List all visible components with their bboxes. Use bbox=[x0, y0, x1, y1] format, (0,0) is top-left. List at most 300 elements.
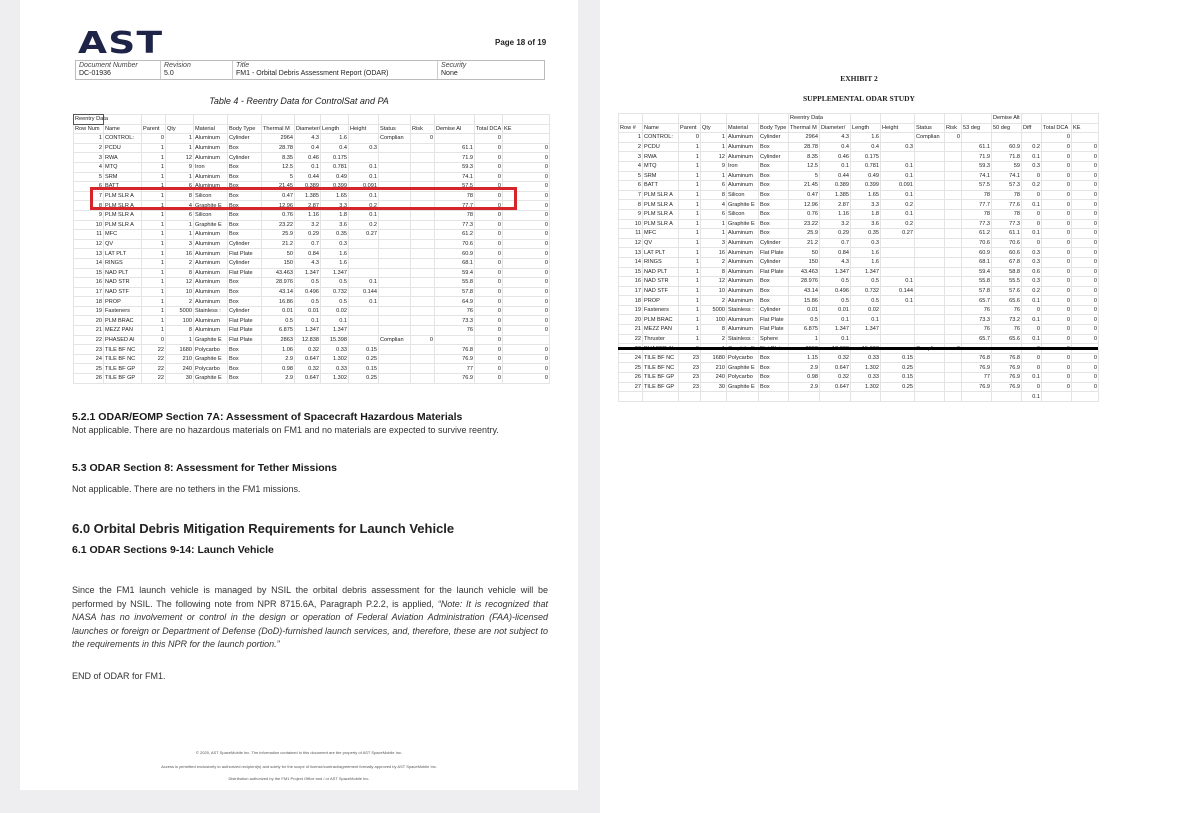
table-cell bbox=[349, 249, 379, 259]
column-header: Diameter/ bbox=[296, 125, 321, 132]
table-cell: Box bbox=[228, 210, 262, 220]
table-cell bbox=[1072, 392, 1099, 402]
table-cell: 0.35 bbox=[321, 230, 349, 240]
table-row bbox=[619, 277, 1099, 287]
column-header: Qty bbox=[166, 124, 194, 134]
table-cell: 0 bbox=[1072, 219, 1099, 229]
table-cell: 7 bbox=[619, 190, 643, 200]
table-cell: Box bbox=[759, 209, 789, 219]
table-cell: 1.6 bbox=[321, 134, 349, 144]
table-cell bbox=[349, 306, 379, 316]
table-cell: 0.781 bbox=[851, 161, 881, 171]
table-cell bbox=[349, 326, 379, 336]
table-cell: 100 bbox=[701, 315, 727, 325]
table-cell: Aluminum bbox=[194, 326, 228, 336]
table-cell: 1 bbox=[142, 297, 166, 307]
table-cell: Cylinder bbox=[228, 306, 262, 316]
highlight-box bbox=[90, 187, 517, 210]
table-cell: 0.5 bbox=[851, 277, 881, 287]
table-cell: 0.1 bbox=[881, 296, 915, 306]
table-cell: 0 bbox=[503, 210, 550, 220]
table-cell: 61.1 bbox=[435, 143, 475, 153]
table-cell: Box bbox=[759, 286, 789, 296]
table-cell bbox=[915, 219, 945, 229]
table-cell: 0.33 bbox=[321, 345, 349, 355]
table-cell: 1 bbox=[679, 161, 701, 171]
table-cell: Flat Plate bbox=[228, 249, 262, 259]
table-cell: PLM SLR A bbox=[643, 219, 679, 229]
table-cell: 0.5 bbox=[295, 297, 321, 307]
table-cell bbox=[945, 267, 962, 277]
table-cell: 78 bbox=[962, 209, 992, 219]
table-row bbox=[619, 267, 1099, 277]
security: None bbox=[441, 70, 458, 77]
table-cell bbox=[881, 267, 915, 277]
table-cell: 15 bbox=[74, 268, 104, 278]
table-cell: 1.65 bbox=[321, 191, 349, 201]
table-cell: 0.46 bbox=[820, 152, 851, 162]
table-cell: RWA bbox=[643, 152, 679, 162]
table-cell: 27 bbox=[619, 382, 643, 392]
table-cell bbox=[915, 267, 945, 277]
table-cell: Aluminum bbox=[194, 297, 228, 307]
table-cell bbox=[915, 296, 945, 306]
column-header-row bbox=[619, 123, 1099, 133]
table-cell: 0 bbox=[475, 345, 503, 355]
table-cell: Polycarbo bbox=[727, 353, 759, 363]
table-cell: 73.3 bbox=[435, 316, 475, 326]
table-cell bbox=[379, 278, 411, 288]
table-cell: 57.8 bbox=[435, 287, 475, 297]
table-cell: 11 bbox=[619, 229, 643, 239]
table-cell: 0.27 bbox=[881, 229, 915, 239]
table-cell bbox=[643, 392, 679, 402]
table-cell: 0.47 bbox=[789, 190, 820, 200]
table-cell bbox=[992, 133, 1022, 143]
table-cell: 0.1 bbox=[881, 277, 915, 287]
table-cell: 0.144 bbox=[881, 286, 915, 296]
table-cell: 17 bbox=[74, 287, 104, 297]
table-cell: 0.647 bbox=[820, 382, 851, 392]
table-cell bbox=[379, 172, 411, 182]
table-cell: Box bbox=[228, 182, 262, 192]
table-cell: 21.45 bbox=[789, 181, 820, 191]
table-cell: 21.2 bbox=[262, 239, 295, 249]
table-cell: 12 bbox=[619, 238, 643, 248]
title-cell bbox=[233, 61, 438, 79]
table-cell: 23 bbox=[679, 373, 701, 383]
table-cell: 8 bbox=[74, 201, 104, 211]
table-cell: 64.9 bbox=[435, 297, 475, 307]
table-cell: 12.838 bbox=[295, 335, 321, 345]
table-cell: TILE BF NC bbox=[104, 354, 142, 364]
table-cell: 0.25 bbox=[881, 382, 915, 392]
table-cell: 0 bbox=[475, 172, 503, 182]
table-cell: 0.1 bbox=[349, 162, 379, 172]
table-cell: 8 bbox=[701, 267, 727, 277]
table-cell: Box bbox=[228, 191, 262, 201]
table-cell bbox=[945, 353, 962, 363]
table-cell bbox=[349, 316, 379, 326]
table-cell: 0 bbox=[475, 249, 503, 259]
table-cell bbox=[915, 334, 945, 344]
table-cell: 0 bbox=[1042, 248, 1072, 258]
table-cell bbox=[881, 133, 915, 143]
table-cell: 0.29 bbox=[295, 230, 321, 240]
table-cell: 76.9 bbox=[962, 382, 992, 392]
table-cell: 0.46 bbox=[295, 153, 321, 163]
table-cell: 1 bbox=[679, 181, 701, 191]
doc-number-label: Document Number bbox=[79, 62, 138, 69]
group-header-cell bbox=[349, 115, 379, 125]
table-cell: 16.86 bbox=[262, 297, 295, 307]
table-cell: Cylinder bbox=[759, 238, 789, 248]
table-cell: 2.9 bbox=[789, 382, 820, 392]
table-cell: 1 bbox=[679, 248, 701, 258]
table-cell: 0.7 bbox=[820, 238, 851, 248]
table-cell bbox=[915, 382, 945, 392]
table-cell: 8 bbox=[619, 200, 643, 210]
table-cell: 0.1 bbox=[1022, 229, 1042, 239]
table-cell: Iron bbox=[727, 161, 759, 171]
table-cell: 1 bbox=[701, 229, 727, 239]
column-header: Name bbox=[104, 124, 142, 134]
table-cell: 0.1 bbox=[881, 171, 915, 181]
table-cell: 59.4 bbox=[962, 267, 992, 277]
table-cell: 0.2 bbox=[349, 220, 379, 230]
table-cell: 22 bbox=[142, 374, 166, 384]
table-cell: Sphere bbox=[759, 334, 789, 344]
table-cell: 0 bbox=[503, 354, 550, 364]
table-cell: Aluminum bbox=[194, 316, 228, 326]
table-cell: 0 bbox=[475, 287, 503, 297]
column-header: Thermal M bbox=[789, 123, 820, 133]
table-cell: 1 bbox=[142, 249, 166, 259]
table-cell: 0.1 bbox=[349, 191, 379, 201]
table-cell: 0 bbox=[1042, 171, 1072, 181]
table-cell: PROP bbox=[104, 297, 142, 307]
table-cell bbox=[881, 305, 915, 315]
table-cell: PLM SLR A bbox=[104, 220, 142, 230]
table-cell: 5 bbox=[74, 172, 104, 182]
table-row bbox=[74, 335, 550, 345]
table-cell: 0 bbox=[1022, 325, 1042, 335]
group-header-cell bbox=[166, 115, 194, 125]
table-cell: 1.16 bbox=[295, 210, 321, 220]
table-cell: Aluminum bbox=[727, 248, 759, 258]
table-cell bbox=[411, 143, 435, 153]
table-cell: 76.8 bbox=[992, 353, 1022, 363]
table-cell: Aluminum bbox=[727, 267, 759, 277]
table-cell bbox=[962, 392, 992, 402]
table-cell: 9 bbox=[619, 209, 643, 219]
column-header: Body Type bbox=[759, 123, 789, 133]
table-cell bbox=[915, 181, 945, 191]
group-header-cell bbox=[727, 114, 759, 124]
table-cell: Flat Plate bbox=[759, 267, 789, 277]
table-cell: 5000 bbox=[166, 306, 194, 316]
table-cell: 1 bbox=[142, 162, 166, 172]
table-cell: Cylinder bbox=[759, 152, 789, 162]
table-cell: Box bbox=[228, 143, 262, 153]
table-cell: 0 bbox=[1072, 382, 1099, 392]
table-cell: 3 bbox=[619, 152, 643, 162]
table-cell: 0.389 bbox=[295, 182, 321, 192]
table-cell: 0.5 bbox=[820, 296, 851, 306]
table-cell: 68.1 bbox=[962, 257, 992, 267]
table-cell: 26 bbox=[619, 373, 643, 383]
table-cell: 0 bbox=[1072, 248, 1099, 258]
table-cell: 28.976 bbox=[789, 277, 820, 287]
table-cell: 0.3 bbox=[1022, 161, 1042, 171]
table-cell: 1 bbox=[701, 133, 727, 143]
table-cell bbox=[435, 134, 475, 144]
section-6-1-heading: 6.1 ODAR Sections 9-14: Launch Vehicle bbox=[72, 544, 274, 556]
group-header-cell bbox=[475, 115, 503, 125]
table-cell: NAD PLT bbox=[643, 267, 679, 277]
table-cell: Graphite E bbox=[727, 200, 759, 210]
table-cell: 76.8 bbox=[435, 345, 475, 355]
table-cell: 2 bbox=[619, 142, 643, 152]
table-cell: 0.84 bbox=[295, 249, 321, 259]
table-cell: 0.3 bbox=[1022, 248, 1042, 258]
table-cell: 0 bbox=[503, 249, 550, 259]
table-cell: 43.14 bbox=[789, 286, 820, 296]
table-cell: Box bbox=[759, 373, 789, 383]
table-cell bbox=[915, 152, 945, 162]
table-cell bbox=[915, 238, 945, 248]
table-cell bbox=[789, 392, 820, 402]
group-header-cell bbox=[759, 114, 789, 124]
table-cell: 0.399 bbox=[321, 182, 349, 192]
table-cell: Aluminum bbox=[194, 230, 228, 240]
table-cell: 0 bbox=[475, 364, 503, 374]
table-cell: 74.1 bbox=[435, 172, 475, 182]
table-cell: Aluminum bbox=[194, 268, 228, 278]
table-cell: TILE BF GP bbox=[643, 373, 679, 383]
table-cell: 13 bbox=[74, 249, 104, 259]
table-cell: 0 bbox=[142, 335, 166, 345]
table-cell: 0 bbox=[1072, 277, 1099, 287]
table-cell bbox=[945, 257, 962, 267]
table-cell: 0 bbox=[1042, 181, 1072, 191]
table-cell bbox=[1022, 133, 1042, 143]
page-number: Page 18 of 19 bbox=[495, 38, 547, 47]
table-row bbox=[619, 363, 1099, 373]
table-cell: 0.49 bbox=[321, 172, 349, 182]
table-cell bbox=[945, 315, 962, 325]
table-cell: 3.6 bbox=[851, 219, 881, 229]
table-cell: 150 bbox=[262, 258, 295, 268]
table-cell: 2863 bbox=[262, 335, 295, 345]
table-cell: Flat Plate bbox=[228, 335, 262, 345]
table-cell: 76.9 bbox=[992, 382, 1022, 392]
table-cell: 25 bbox=[74, 364, 104, 374]
table-cell bbox=[411, 306, 435, 316]
table-cell bbox=[915, 248, 945, 258]
table-cell: 19 bbox=[619, 305, 643, 315]
table-cell: 0.5 bbox=[262, 316, 295, 326]
table-cell: 0.27 bbox=[349, 230, 379, 240]
column-header: Demise Al bbox=[435, 124, 475, 134]
table-cell: 50 bbox=[789, 248, 820, 258]
table-cell: 28.78 bbox=[262, 143, 295, 153]
table-cell bbox=[411, 364, 435, 374]
table-cell: 74.1 bbox=[962, 171, 992, 181]
table-cell: 3.2 bbox=[295, 220, 321, 230]
table-cell: 0 bbox=[503, 182, 550, 192]
table-cell: Aluminum bbox=[727, 181, 759, 191]
table-cell bbox=[503, 134, 550, 144]
table-row bbox=[619, 286, 1099, 296]
table-cell: 76.9 bbox=[992, 363, 1022, 373]
table-row bbox=[619, 296, 1099, 306]
table-cell: 26 bbox=[74, 374, 104, 384]
table-cell bbox=[503, 335, 550, 345]
table-cell: 76 bbox=[992, 305, 1022, 315]
table-cell: 5 bbox=[619, 171, 643, 181]
table-cell: 0 bbox=[1042, 229, 1072, 239]
table-cell: 0 bbox=[503, 316, 550, 326]
table-cell: Box bbox=[759, 181, 789, 191]
table-cell bbox=[411, 162, 435, 172]
table-cell: 12 bbox=[701, 152, 727, 162]
table-cell: 3 bbox=[166, 239, 194, 249]
table-cell: 0 bbox=[475, 143, 503, 153]
table-cell bbox=[962, 133, 992, 143]
table-cell bbox=[411, 210, 435, 220]
table-cell: 2.87 bbox=[295, 201, 321, 211]
table-cell: 0.25 bbox=[349, 354, 379, 364]
table-cell: 17 bbox=[619, 286, 643, 296]
table-cell: Graphite E bbox=[194, 374, 228, 384]
table-cell: 0 bbox=[1072, 161, 1099, 171]
group-header-cell: Reentry Data bbox=[790, 115, 823, 122]
table-cell: 9 bbox=[166, 162, 194, 172]
table-cell: 2 bbox=[166, 258, 194, 268]
table-cell: 0 bbox=[503, 326, 550, 336]
table-row bbox=[74, 230, 550, 240]
table-cell: 0.47 bbox=[262, 191, 295, 201]
table-cell: 0 bbox=[503, 287, 550, 297]
table-cell: 0 bbox=[475, 258, 503, 268]
table-row bbox=[74, 354, 550, 364]
table-cell: 2 bbox=[701, 257, 727, 267]
table-cell: 0 bbox=[1072, 373, 1099, 383]
table-row bbox=[74, 153, 550, 163]
table-cell: 76 bbox=[435, 326, 475, 336]
table-cell: PLM BRAC bbox=[643, 315, 679, 325]
table-cell: 0 bbox=[1072, 334, 1099, 344]
table-cell: 1 bbox=[142, 172, 166, 182]
table-cell: Box bbox=[228, 220, 262, 230]
table-cell bbox=[379, 326, 411, 336]
table-row bbox=[619, 190, 1099, 200]
table-cell: 8 bbox=[701, 325, 727, 335]
table-cell bbox=[851, 392, 881, 402]
table-cell: 0 bbox=[1042, 277, 1072, 287]
column-header: Risk bbox=[411, 124, 435, 134]
document-page-left bbox=[20, 0, 578, 790]
table-cell: 59.3 bbox=[962, 161, 992, 171]
table-cell: 2 bbox=[166, 297, 194, 307]
table-row bbox=[74, 162, 550, 172]
table-cell: 57.3 bbox=[992, 181, 1022, 191]
table-cell: 0 bbox=[1042, 133, 1072, 143]
table-cell: 0.7 bbox=[295, 239, 321, 249]
security-label: Security bbox=[441, 62, 467, 69]
table-row bbox=[619, 305, 1099, 315]
group-header-cell bbox=[1042, 114, 1072, 124]
table-cell: 0.25 bbox=[881, 363, 915, 373]
table-cell: 0.01 bbox=[295, 306, 321, 316]
table-cell: 0.32 bbox=[295, 364, 321, 374]
table-cell bbox=[411, 345, 435, 355]
table-row bbox=[619, 171, 1099, 181]
paragraph-lead: Since the FM1 launch vehicle is managed by NSIL the orbital debris assessment for the launch vehicle will be performed by NSIL. The following note from NPR 8715.6A, Paragraph P.2.2, is applied, bbox=[72, 585, 548, 609]
table-cell: Aluminum bbox=[194, 239, 228, 249]
table-cell: 76.9 bbox=[435, 354, 475, 364]
table-cell: 0 bbox=[1072, 229, 1099, 239]
table-cell: 0.1 bbox=[349, 210, 379, 220]
table-cell: PCDU bbox=[104, 143, 142, 153]
divider-line bbox=[618, 347, 1098, 350]
table-cell: 21.45 bbox=[262, 182, 295, 192]
table-cell: 1 bbox=[701, 219, 727, 229]
table-cell: 1 bbox=[679, 267, 701, 277]
table-cell: Graphite E bbox=[194, 335, 228, 345]
table-cell: 1 bbox=[679, 334, 701, 344]
table-cell: 1 bbox=[142, 306, 166, 316]
table-cell: 24 bbox=[74, 354, 104, 364]
table-cell: 10 bbox=[166, 287, 194, 297]
revision-label: Revision bbox=[164, 62, 191, 69]
table-cell: Polycarbo bbox=[194, 345, 228, 355]
group-header-row bbox=[619, 114, 1099, 124]
group-header-cell bbox=[503, 115, 550, 125]
table-cell: 1 bbox=[142, 287, 166, 297]
table-row bbox=[619, 353, 1099, 363]
table-cell: 19 bbox=[74, 306, 104, 316]
table-cell bbox=[915, 257, 945, 267]
table-cell bbox=[435, 335, 475, 345]
column-header: Parent bbox=[679, 123, 701, 133]
table-cell: 0 bbox=[475, 326, 503, 336]
group-header-cell bbox=[851, 114, 881, 124]
table-cell: 23 bbox=[74, 345, 104, 355]
table-cell: 0 bbox=[1072, 353, 1099, 363]
table-cell: 0 bbox=[1042, 142, 1072, 152]
table-cell: 0.1 bbox=[321, 316, 349, 326]
table-cell: 0.144 bbox=[349, 287, 379, 297]
table-cell bbox=[759, 392, 789, 402]
table-cell: 0.1 bbox=[881, 190, 915, 200]
table-cell: 0.01 bbox=[262, 306, 295, 316]
table-cell: Box bbox=[228, 297, 262, 307]
table-cell: 1.16 bbox=[820, 209, 851, 219]
table-cell bbox=[379, 364, 411, 374]
table-cell: 20 bbox=[74, 316, 104, 326]
table-cell: 43.463 bbox=[262, 268, 295, 278]
table-cell: 78 bbox=[435, 191, 475, 201]
table-cell: 3.3 bbox=[851, 200, 881, 210]
table-cell bbox=[881, 315, 915, 325]
group-header-cell bbox=[262, 115, 295, 125]
table-cell: Graphite E bbox=[727, 363, 759, 373]
table-cell: 22 bbox=[619, 334, 643, 344]
table-cell: MFC bbox=[104, 230, 142, 240]
table-cell: 0 bbox=[1042, 200, 1072, 210]
